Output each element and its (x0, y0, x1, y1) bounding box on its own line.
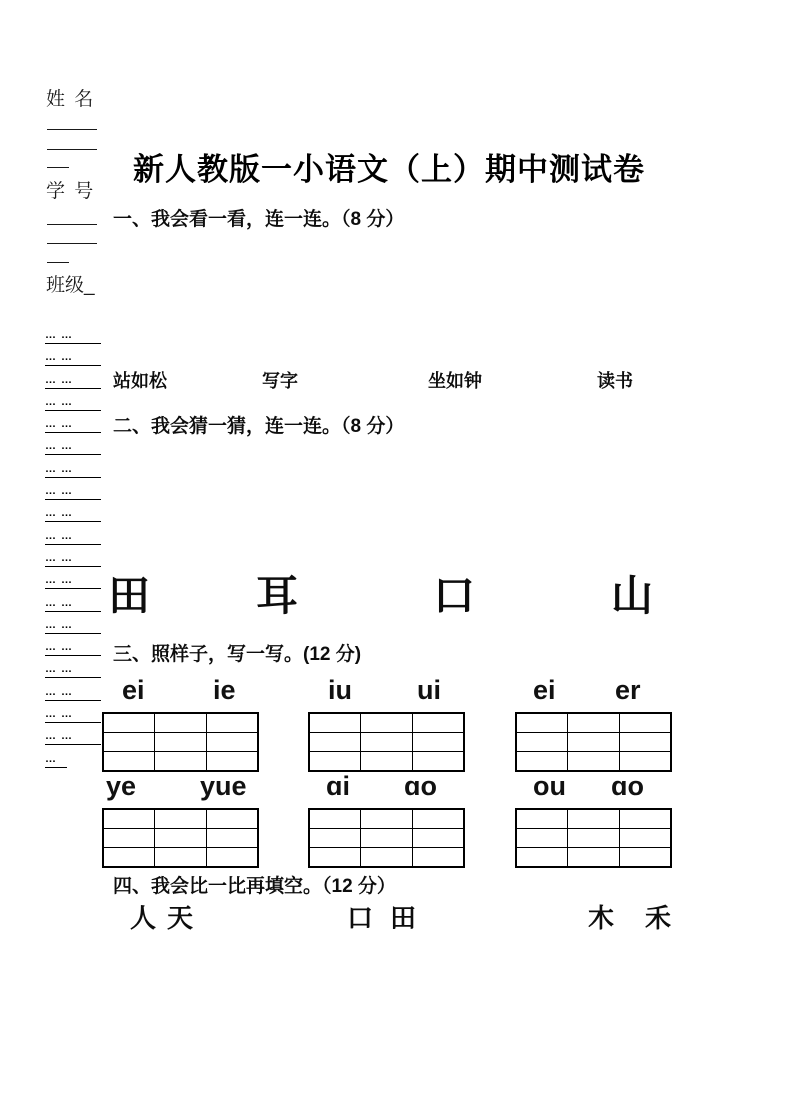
binding-dots-row: … … (45, 397, 101, 411)
writing-cell (155, 752, 207, 772)
pinyin-writing-grid (515, 712, 672, 772)
pinyin-writing-grid (515, 808, 672, 868)
writing-cell (361, 713, 413, 733)
writing-cell (155, 848, 207, 868)
word-item: 站如松 (113, 371, 167, 391)
riddle-char: 山 (611, 572, 654, 619)
binding-dots-row: … … (45, 664, 101, 678)
writing-cell (619, 829, 671, 848)
pinyin-writing-grid (308, 712, 465, 772)
binding-dots-row: … … (45, 687, 101, 701)
writing-cell (103, 713, 155, 733)
student-id-blank-line (47, 262, 69, 263)
word-item: 读书 (597, 371, 633, 391)
binding-dots-row: … (45, 754, 67, 768)
writing-cell (516, 809, 568, 829)
name-label: 姓 名 (46, 89, 96, 110)
writing-cell (206, 809, 258, 829)
riddle-char: 田 (108, 572, 151, 619)
writing-cell (412, 848, 464, 868)
writing-cell (412, 733, 464, 752)
binding-dots-row: … … (45, 375, 101, 389)
pinyin-label: ɑo (611, 771, 644, 801)
binding-dots-row: … … (45, 531, 101, 545)
writing-cell (619, 752, 671, 772)
writing-cell (103, 848, 155, 868)
writing-cell (516, 752, 568, 772)
writing-cell (568, 809, 620, 829)
pinyin-label: ei (122, 675, 145, 705)
section3-heading: 三、照样子，写一写。(12 分) (113, 644, 362, 665)
word-item: 坐如钟 (428, 371, 482, 391)
pinyin-writing-grid (102, 712, 259, 772)
writing-cell (206, 713, 258, 733)
compare-char: 人 (130, 903, 157, 933)
binding-dots-row: … … (45, 709, 101, 723)
writing-cell (619, 809, 671, 829)
pinyin-label: ui (417, 675, 441, 705)
writing-cell (309, 848, 361, 868)
pinyin-label: yue (200, 771, 247, 801)
writing-cell (309, 752, 361, 772)
binding-dots-column (45, 330, 107, 776)
pinyin-writing-grid (308, 808, 465, 868)
writing-cell (361, 809, 413, 829)
compare-char: 禾 (645, 903, 672, 933)
binding-dots-row: … … (45, 598, 101, 612)
writing-cell (412, 809, 464, 829)
writing-cell (568, 733, 620, 752)
binding-dots-row: … … (45, 352, 101, 366)
binding-dots-row: … … (45, 575, 101, 589)
writing-cell (206, 829, 258, 848)
writing-cell (361, 733, 413, 752)
binding-dots-row: … … (45, 620, 101, 634)
binding-dots-row: … … (45, 486, 101, 500)
name-blank-line (47, 149, 97, 150)
binding-dots-row: … … (45, 330, 101, 344)
writing-cell (568, 713, 620, 733)
writing-cell (309, 713, 361, 733)
student-id-label: 学 号 (46, 181, 96, 202)
student-id-blank-line (47, 224, 97, 225)
pinyin-label: ou (533, 771, 566, 801)
writing-cell (619, 848, 671, 868)
binding-dots-row: … … (45, 441, 101, 455)
word-item: 写字 (262, 371, 298, 391)
binding-dots-row: … … (45, 642, 101, 656)
writing-cell (412, 829, 464, 848)
compare-char: 口 (347, 903, 374, 933)
writing-cell (309, 733, 361, 752)
writing-cell (361, 752, 413, 772)
writing-cell (103, 809, 155, 829)
pinyin-label: er (615, 675, 641, 705)
compare-char: 田 (390, 903, 417, 933)
writing-cell (516, 733, 568, 752)
writing-cell (103, 829, 155, 848)
student-id-blank-line (47, 243, 97, 244)
writing-cell (516, 848, 568, 868)
writing-cell (155, 809, 207, 829)
pinyin-label: ye (106, 771, 137, 801)
binding-dots-row: … … (45, 508, 101, 522)
writing-cell (516, 829, 568, 848)
compare-char: 木 (588, 903, 615, 933)
binding-dots-row: … … (45, 553, 101, 567)
pinyin-label: ɑi (326, 771, 350, 801)
writing-cell (568, 752, 620, 772)
writing-cell (103, 733, 155, 752)
pinyin-label: iu (328, 675, 352, 705)
pinyin-label: ie (213, 675, 236, 705)
writing-cell (361, 829, 413, 848)
pinyin-label: ei (533, 675, 556, 705)
writing-cell (568, 848, 620, 868)
writing-cell (155, 829, 207, 848)
riddle-char: 口 (433, 572, 476, 619)
writing-cell (568, 829, 620, 848)
writing-cell (155, 713, 207, 733)
writing-cell (619, 713, 671, 733)
writing-cell (206, 848, 258, 868)
compare-char: 天 (167, 903, 194, 933)
writing-cell (309, 809, 361, 829)
writing-cell (619, 733, 671, 752)
pinyin-label: ɑo (404, 771, 437, 801)
writing-cell (103, 752, 155, 772)
writing-cell (309, 829, 361, 848)
binding-dots-row: … … (45, 464, 101, 478)
writing-cell (361, 848, 413, 868)
name-blank-line (47, 167, 69, 168)
riddle-char: 耳 (256, 572, 299, 619)
binding-dots-row: … … (45, 419, 101, 433)
binding-dots-row: … … (45, 731, 101, 745)
page-title: 新人教版一小语文（上）期中测试卷 (133, 152, 645, 187)
section1-heading: 一、我会看一看，连一连。（8 分） (113, 209, 405, 230)
writing-cell (412, 752, 464, 772)
name-blank-line (47, 129, 97, 130)
writing-cell (412, 713, 464, 733)
writing-cell (206, 733, 258, 752)
pinyin-writing-grid (102, 808, 259, 868)
class-label: 班级_ (46, 275, 95, 296)
writing-cell (155, 733, 207, 752)
writing-cell (516, 713, 568, 733)
section2-heading: 二、我会猜一猜，连一连。（8 分） (113, 416, 405, 437)
section4-heading: 四、我会比一比再填空。（12 分） (113, 876, 396, 897)
writing-cell (206, 752, 258, 772)
